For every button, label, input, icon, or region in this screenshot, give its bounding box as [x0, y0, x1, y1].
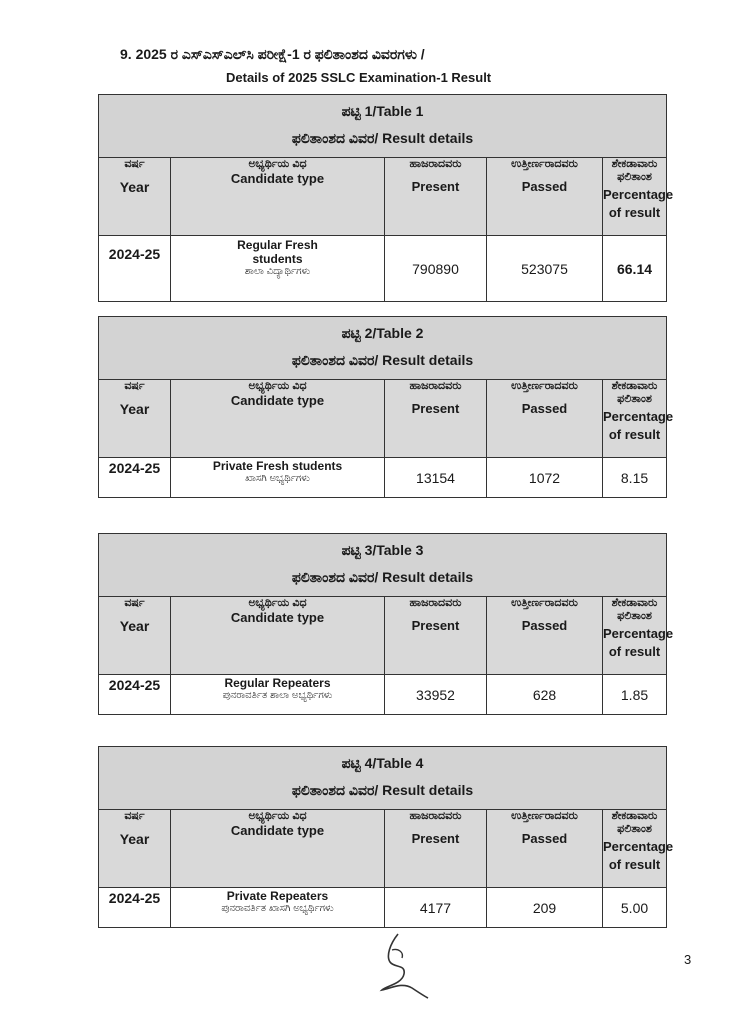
result-table-1	[98, 94, 674, 302]
table-title: ಪಟ್ಟಿ 2/Table 2	[341, 325, 424, 341]
present-value: 13154	[385, 458, 487, 498]
present-value: 790890	[385, 236, 487, 302]
column-header-passed: ಉತ್ತೀರ್ಣರಾದವರು Passed	[487, 380, 603, 458]
column-header-year: ವರ್ಷ Year	[99, 597, 171, 675]
table-subtitle: ಫಲಿತಾಂಶದ ವಿವರ/ Result details	[291, 130, 474, 146]
signature-icon	[368, 930, 438, 1000]
table-caption	[99, 534, 667, 597]
year-value: 2024-25	[99, 236, 171, 302]
result-table-4	[98, 746, 674, 928]
column-header-percentage: ಶೇಕಡಾವಾರು ಫಲಿತಾಂಶ Percentage of result	[603, 810, 667, 888]
table-row	[99, 675, 667, 715]
table-subtitle: ಫಲಿತಾಂಶದ ವಿವರ/ Result details	[291, 782, 474, 798]
column-header-percentage: ಶೇಕಡಾವಾರು ಫಲಿತಾಂಶ Percentage of result	[603, 380, 667, 458]
passed-value: 1072	[487, 458, 603, 498]
column-header-present: ಹಾಜರಾದವರು Present	[385, 158, 487, 236]
year-value: 2024-25	[99, 458, 171, 498]
candidate-type-value: Regular Repeaters ಪುನರಾವರ್ತಿತ ಶಾಲಾ ಅಭ್ಯರ್ಥಿಗಳು	[171, 675, 385, 715]
passed-value: 523075	[487, 236, 603, 302]
candidate-type-value: Private Repeaters ಪುನರಾವರ್ತಿತ ಖಾಸಗಿ ಅಭ್ಯರ್ಥಿಗಳು	[171, 888, 385, 928]
table-row	[99, 458, 667, 498]
percentage-value: 5.00	[603, 888, 667, 928]
table-caption	[99, 747, 667, 810]
column-header-present: ಹಾಜರಾದವರು Present	[385, 810, 487, 888]
percentage-value: 1.85	[603, 675, 667, 715]
document-title-english: Details of 2025 SSLC Examination-1 Result	[226, 70, 492, 85]
page-number: 3	[684, 952, 692, 967]
table-subtitle: ಫಲಿತಾಂಶದ ವಿವರ/ Result details	[291, 352, 474, 368]
year-value: 2024-25	[99, 675, 171, 715]
document-title-kannada: 9. 2025 ರ ಎಸ್‌ಎಸ್‌ಎಲ್‌ಸಿ ಪರೀಕ್ಷೆ-1 ರ ಫಲಿತಾಂಶದ ವಿವರಗಳು /	[120, 46, 425, 62]
column-header-year: ವರ್ಷ Year	[99, 158, 171, 236]
column-header-percentage: ಶೇಕಡಾವಾರು ಫಲಿತಾಂಶ Percentage of result	[603, 597, 667, 675]
result-table-3	[98, 533, 674, 715]
column-header-passed: ಉತ್ತೀರ್ಣರಾದವರು Passed	[487, 597, 603, 675]
present-value: 33952	[385, 675, 487, 715]
column-header-passed: ಉತ್ತೀರ್ಣರಾದವರು Passed	[487, 158, 603, 236]
table-title: ಪಟ್ಟಿ 4/Table 4	[341, 755, 424, 771]
column-header-present: ಹಾಜರಾದವರು Present	[385, 597, 487, 675]
table-caption	[99, 317, 667, 380]
table-title: ಪಟ್ಟಿ 3/Table 3	[341, 542, 424, 558]
column-header-present: ಹಾಜರಾದವರು Present	[385, 380, 487, 458]
column-header-candidate-type: ಅಭ್ಯರ್ಥಿಯ ವಿಧ Candidate type	[171, 597, 385, 675]
year-value: 2024-25	[99, 888, 171, 928]
table-subtitle: ಫಲಿತಾಂಶದ ವಿವರ/ Result details	[291, 569, 474, 585]
column-header-passed: ಉತ್ತೀರ್ಣರಾದವರು Passed	[487, 810, 603, 888]
column-header-candidate-type: ಅಭ್ಯರ್ಥಿಯ ವಿಧ Candidate type	[171, 810, 385, 888]
table-row	[99, 236, 667, 302]
table-caption	[99, 95, 667, 158]
candidate-type-value: Private Fresh students ಖಾಸಗಿ ಅಭ್ಯರ್ಥಿಗಳು	[171, 458, 385, 498]
percentage-value: 8.15	[603, 458, 667, 498]
column-header-year: ವರ್ಷ Year	[99, 810, 171, 888]
table-row	[99, 888, 667, 928]
present-value: 4177	[385, 888, 487, 928]
column-header-candidate-type: ಅಭ್ಯರ್ಥಿಯ ವಿಧ Candidate type	[171, 380, 385, 458]
passed-value: 209	[487, 888, 603, 928]
column-header-year: ವರ್ಷ Year	[99, 380, 171, 458]
result-table-2	[98, 316, 674, 498]
passed-value: 628	[487, 675, 603, 715]
candidate-type-value: Regular Fresh students ಶಾಲಾ ವಿದ್ಯಾರ್ಥಿಗಳು	[171, 236, 385, 302]
column-header-percentage: ಶೇಕಡಾವಾರು ಫಲಿತಾಂಶ Percentage of result	[603, 158, 667, 236]
table-title: ಪಟ್ಟಿ 1/Table 1	[341, 103, 424, 119]
column-header-candidate-type: ಅಭ್ಯರ್ಥಿಯ ವಿಧ Candidate type	[171, 158, 385, 236]
percentage-value: 66.14	[603, 236, 667, 302]
